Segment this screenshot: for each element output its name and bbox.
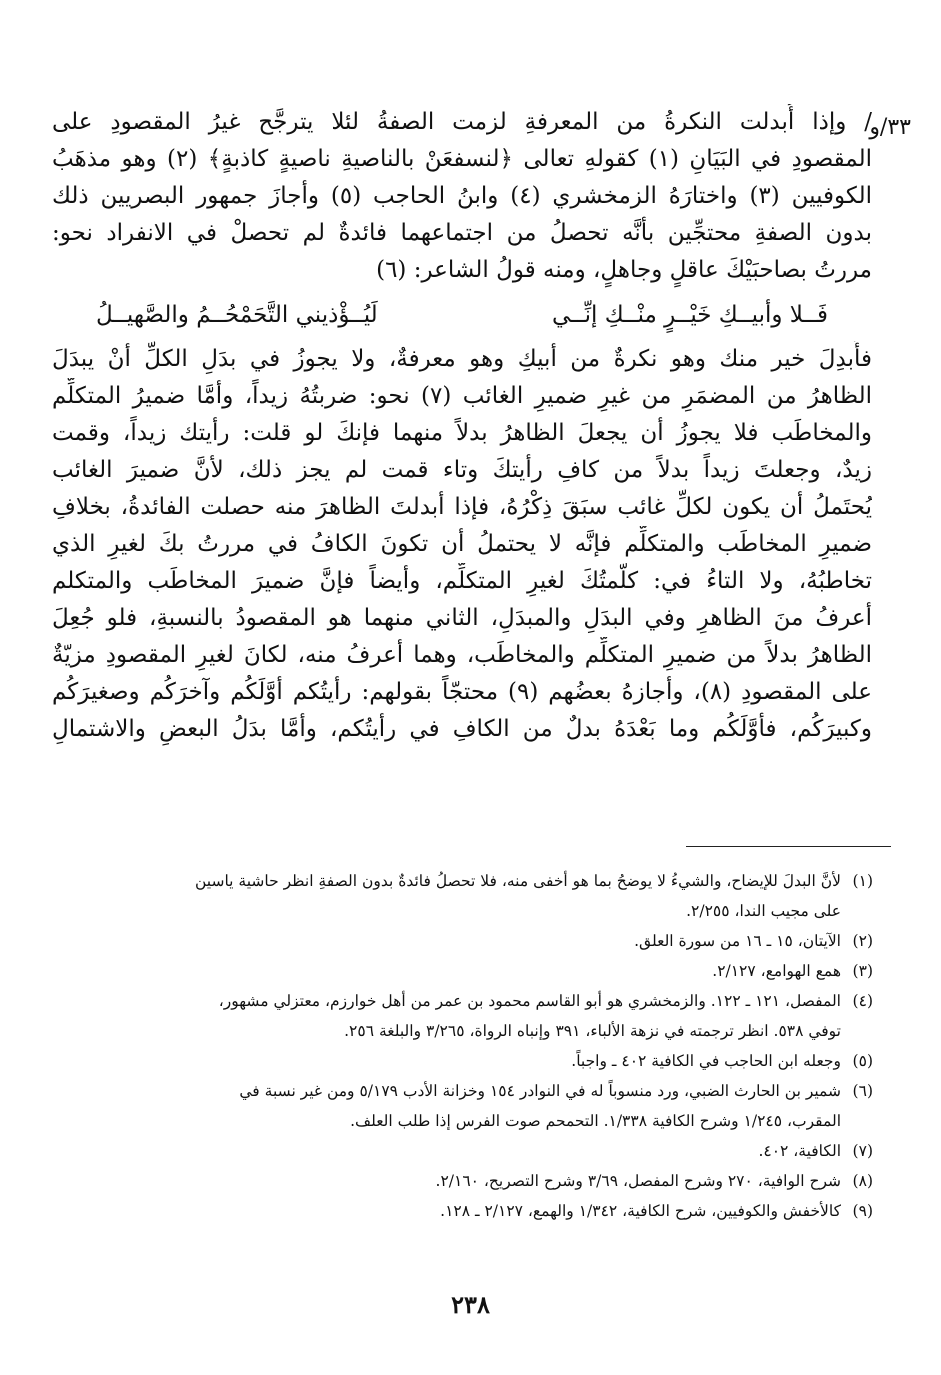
text-line: وكبيرَكُم، فأوَّلَكُم وما بَعْدَهُ بدلٌ من الكافِ في رأيتُكم، وأمَّا بدَلُ البعضِ والاشتمالِ — [52, 716, 872, 742]
footnote-number: (٣) — [852, 962, 873, 980]
footnote — [55, 1136, 873, 1166]
text-line: ضميرِ المخاطَب والمتكلِّم فإنَّه لا يحتملُ أن تكونَ الكافُ في مررتُ بكَ لغيرِ الذي — [52, 531, 872, 557]
footnote-continuation: على مجيب الندا، ٢/٢٥٥. — [686, 902, 841, 920]
footnote — [55, 866, 873, 896]
margin-folio-reference: ٣٣/و — [869, 115, 911, 140]
footnote — [55, 986, 873, 1016]
footnote-number: (٦) — [852, 1082, 873, 1100]
footnote-number: (٧) — [852, 1142, 873, 1160]
verse-second-hemistich: لَيُــؤْذيني التَّحَمْحُــمُ والصَّهيــلُ — [96, 302, 378, 328]
text-line: الكوفيين (٣) واختارَهُ الزمخشري (٤) وابنُ الحاجب (٥) وأجازَ جمهور البصريين ذلك — [52, 183, 872, 209]
footnote-number: (٩) — [852, 1202, 873, 1220]
text-line: الظاهرُ من المضمَرِ من غيرِ ضميرِ الغائب (٧) نحو: ضربتُهُ زيداً، وأمَّا ضميرُ المتكلِّم — [52, 383, 872, 409]
footnote-number: (٤) — [852, 992, 873, 1010]
text-line: مررتُ بصاحبَيْكَ عاقلٍ وجاهلٍ، ومنه قولُ الشاعر: (٦) — [376, 257, 872, 283]
footnote — [55, 1046, 873, 1076]
footnote — [55, 926, 873, 956]
footnote-number: (١) — [852, 872, 873, 890]
footnote-continuation: توفي ٥٣٨. انظر ترجمته في نزهة الألباء، ٣٩١ وإنباه الرواة، ٣/٢٦٥ والبلغة ٢٥٦. — [344, 1022, 841, 1040]
footnote — [55, 1196, 873, 1226]
footnote-number: (٨) — [852, 1172, 873, 1190]
text-line: فأُبدِلَ خير منك وهو نكرةٌ من أبيكِ وهو معرفةٌ، ولا يجوزُ في بدَلِ الكلِّ أنْ يبدَلَ — [52, 346, 872, 372]
poetry-verse — [52, 289, 872, 341]
footnote-text: كالأخفش والكوفيين، شرح الكافية، ١/٣٤٢ والهمع، ٢/١٢٧ ـ ١٢٨. — [440, 1202, 841, 1220]
footnote — [55, 1166, 873, 1196]
footnote — [55, 1076, 873, 1106]
footnote-continuation: المقرب، ١/٢٤٥ وشرح الكافية ١/٣٣٨. التحمحم صوت الفرس إذا طلب العلف. — [350, 1112, 841, 1130]
text-line: تخاطبُهُ، ولا التاءُ في: كلَّمتُكَ لغيرِ المتكلِّم، وأيضاً فإنَّ ضميرَ المخاطَب والمتكلم — [52, 568, 872, 594]
footnote-text: شمير بن الحارث الضبي، ورد منسوباً له في النوادر ١٥٤ وخزانة الأدب ٥/١٧٩ ومن غير نسبة في — [239, 1082, 841, 1100]
footnote-text: المفصل، ١٢١ ـ ١٢٢. والزمخشري هو أبو القاسم محمود بن عمر من أهل خوارزم، معتزلي مشهور، — [218, 992, 841, 1010]
verse-first-hemistich: فَــلا وأبيــكِ خَيْــرٍ منْــكِ إنِّــي — [551, 302, 828, 328]
text-line: زيدٌ، وجعلتَ زيداً بدلاً من كافِ رأيتكَ وتاء قمت لم يجز ذلك، لأنَّ ضميرَ الغائب — [52, 457, 872, 483]
footnotes — [55, 866, 873, 1226]
footnote-text: وجعله ابن الحاجب في الكافية ٤٠٢ ـ واجباً. — [571, 1052, 841, 1070]
footnote-text: الآيتان، ١٥ ـ ١٦ من سورة العلق. — [634, 932, 841, 950]
footnote — [55, 956, 873, 986]
text-line: الظاهرُ بدلاً من ضميرِ المتكلِّم والمخاطَب، وهما أعرفُ منه، لكانَ لغيرِ المقصودِ مزيّةٌ — [52, 642, 872, 668]
text-line: المقصودِ في البَيَانِ (١) كقولهِ تعالى ﴿لنسفعَنْ بالناصيةِ ناصيةٍ كاذبةٍ﴾ (٢) وهو مذهَبُ — [52, 146, 872, 172]
main-text — [52, 104, 872, 748]
footnote-number: (٥) — [852, 1052, 873, 1070]
text-line: بدون الصفةِ محتجِّين بأنَّه تحصلُ من اجتماعهما فائدةٌ لم تحصلْ في الانفراد نحو: — [52, 220, 872, 246]
text-line: والمخاطَب فلا يجوزُ أن يجعلَ الظاهرُ بدلاً منهما فإنكَ لو قلت: رأيتك زيداً، وقمت — [52, 420, 872, 446]
text-line: يُحتَملُ أن يكون لكلِّ غائب سبَقَ ذِكْرُهُ، فإذا أبدلتَ الظاهرَ منه حصلت الفائدةُ، بخلافِ — [52, 494, 872, 520]
footnote-text: الكافية، ٤٠٢. — [758, 1142, 841, 1160]
text-line: / وإذا أُبدلت النكرةُ من المعرفةِ لزمت الصفةُ لئلا يترجَّح غيرُ المقصودِ على — [52, 109, 872, 135]
footnote-divider — [686, 846, 891, 847]
footnote-number: (٢) — [852, 932, 873, 950]
footnote-text: همع الهوامع، ٢/١٢٧. — [712, 962, 841, 980]
text-line: أعرفُ منَ الظاهرِ وفي البدَلِ والمبدَلِ، الثاني منهما هو المقصودُ بالنسبةِ، فلو جُعِلَ — [52, 605, 872, 631]
page-number: ٢٣٨ — [451, 1290, 490, 1319]
footnote-text: لأنَّ البدلَ للإيضاح، والشيءُ لا يوضحُ بما هو أخفى منه، فلا تحصلُ فائدةٌ بدون الصفةِ انظر حاشية ياسين — [194, 872, 841, 890]
footnote-text: شرح الوافية، ٢٧٠ وشرح المفصل، ٣/٦٩ وشرح التصريح، ٢/١٦٠. — [435, 1172, 841, 1190]
text-line: على المقصودِ (٨)، وأجازهُ بعضُهم (٩) محتجّاً بقولهم: رأيتُكم أوَّلَكُم وآخرَكُم وصغيرَكُم — [52, 679, 872, 705]
